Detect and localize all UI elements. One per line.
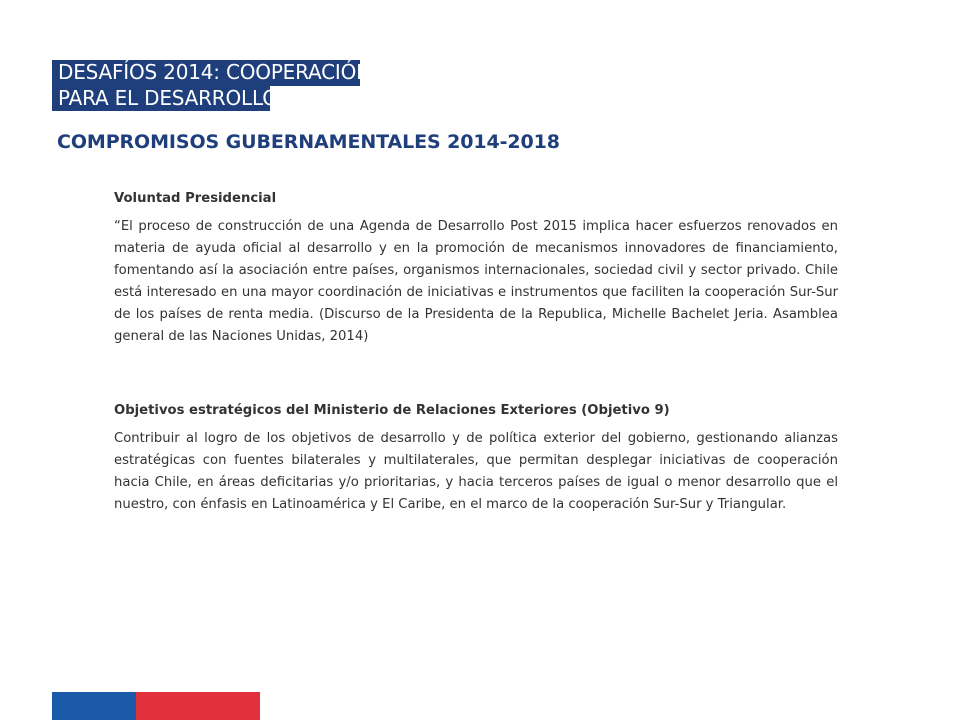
footer-stripe-blue	[52, 692, 136, 720]
section-objetivos-estrategicos	[114, 400, 838, 516]
section-body: “El proceso de construcción de una Agenda de Desarrollo Post 2015 implica hacer esfuerzos renovados en materia de ayuda oficial al desarrollo y en la promoción de mecanismos innovadores de financiamiento, fomentando así la asociación entre países, organismos internacionales, sociedad civil y sector privado. Chile está interesado en una mayor coordinación de iniciativas e instrumentos que faciliten la cooperación Sur-Sur de los países de renta media. (Discurso de la Presidenta de la Republica, Michelle Bachelet Jeria. Asamblea general de las Naciones Unidas, 2014)	[114, 219, 838, 344]
page-subtitle: COMPROMISOS GUBERNAMENTALES 2014-2018	[57, 131, 560, 153]
title-line-1: DESAFÍOS 2014: COOPERACIÓN	[52, 60, 360, 86]
content-area	[114, 188, 838, 516]
title-line-2: PARA EL DESARROLLO	[52, 86, 270, 111]
section-voluntad-presidencial	[114, 188, 838, 348]
section-heading: Objetivos estratégicos del Ministerio de Relaciones Exteriores (Objetivo 9)	[114, 403, 670, 418]
section-heading: Voluntad Presidencial	[114, 191, 277, 206]
title-banner	[52, 60, 371, 111]
footer-stripe-red	[136, 692, 260, 720]
section-body: Contribuir al logro de los objetivos de desarrollo y de política exterior del gobierno, gestionando alianzas estratégicas con fuentes bilaterales y multilaterales, que permitan desplegar iniciativas de cooperación hacia Chile, en áreas deficitarias y/o prioritarias, y hacia terceros países de igual o menor desarrollo que el nuestro, con énfasis en Latinoamérica y El Caribe, en el marco de la cooperación Sur-Sur y Triangular.	[114, 431, 838, 512]
